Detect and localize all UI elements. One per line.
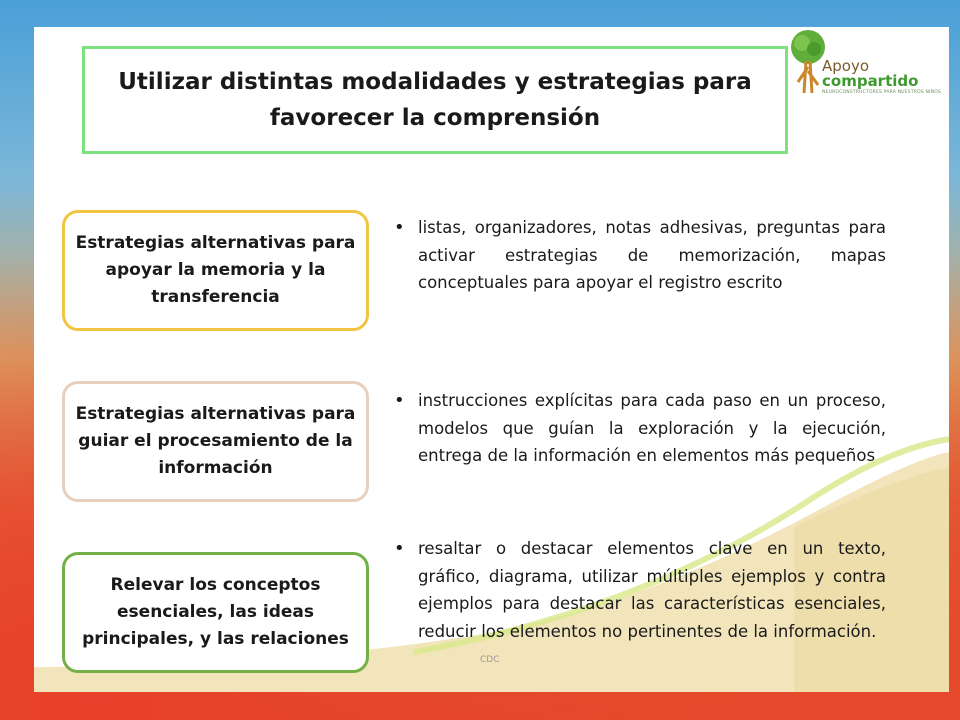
watermark: CDC: [480, 655, 500, 665]
strategy-box-procesamiento: [62, 381, 369, 502]
bullet-icon: •: [394, 217, 405, 238]
bullet-item-memoria: [394, 214, 886, 297]
bullet-item-procesamiento: [394, 387, 886, 470]
strategy-label: Estrategias alternativas para apoyar la memoria y la transferencia: [75, 233, 356, 307]
strategy-label: Relevar los conceptos esenciales, las ideas principales, y las relaciones: [82, 575, 349, 649]
bullet-text: resaltar o destacar elementos clave en un texto, gráfico, diagrama, utilizar múltiples ejemplos y contra ejemplos para destacar las características esenciales, reducir los elementos no pertinentes de la información.: [418, 539, 886, 641]
page-title: Utilizar distintas modalidades y estrategias para favorecer la comprensión: [118, 69, 752, 131]
bullet-text: listas, organizadores, notas adhesivas, preguntas para activar estrategias de memorización, mapas conceptuales para apoyar el registro escrito: [418, 218, 886, 292]
title-box: [82, 46, 788, 154]
logo-subtitle: NEUROCONSTRUCTORES PARA NUESTROS NIÑOS: [822, 90, 942, 95]
logo-word-compartido: compartido: [822, 72, 919, 90]
strategy-box-memoria: [62, 210, 369, 331]
strategy-box-conceptos: [62, 552, 369, 673]
bullet-icon: •: [394, 390, 405, 411]
apoyo-compartido-logo: [788, 27, 948, 107]
logo-word-apoyo: Apoyo: [822, 57, 870, 75]
bullet-item-conceptos: [394, 535, 886, 645]
bullet-text: instrucciones explícitas para cada paso en un proceso, modelos que guían la exploración y la ejecución, entrega de la información en elementos más pequeños: [418, 391, 886, 465]
strategy-label: Estrategias alternativas para guiar el procesamiento de la información: [75, 404, 356, 478]
slide: [34, 27, 949, 692]
bullet-icon: •: [394, 538, 405, 559]
